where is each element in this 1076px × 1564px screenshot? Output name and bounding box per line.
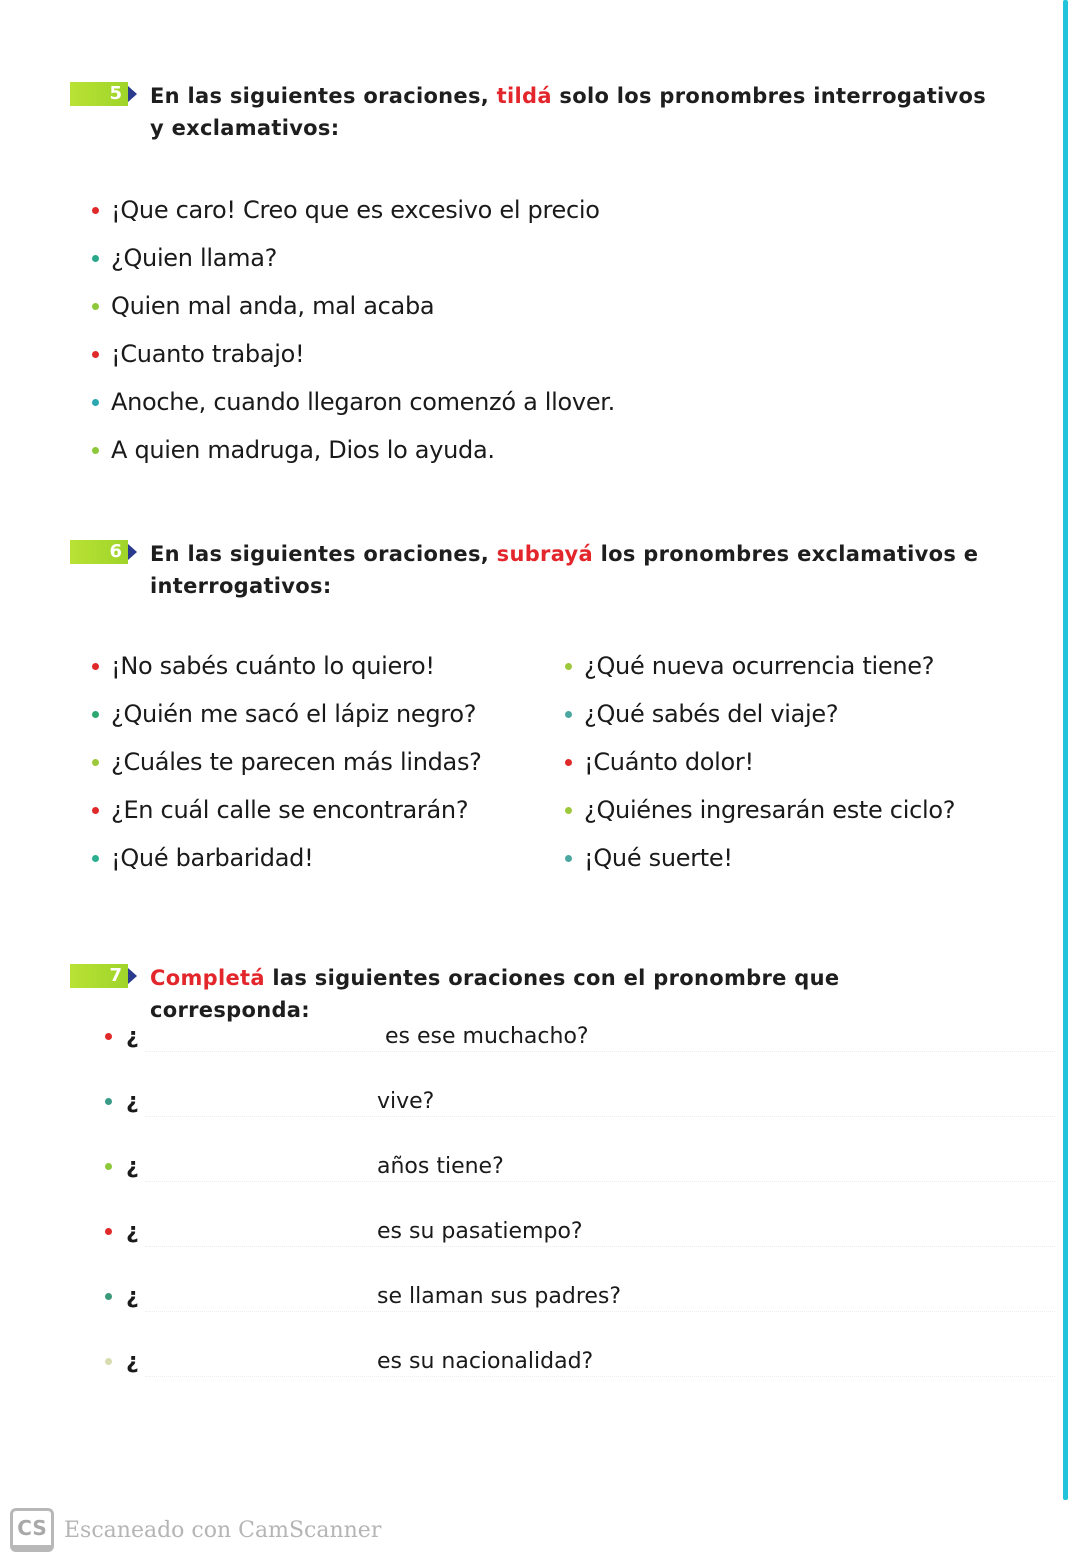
sentence-text: ¿En cuál calle se encontrarán? bbox=[111, 796, 469, 824]
exercise-instruction bbox=[150, 538, 1000, 602]
sentence-text: Anoche, cuando llegaron comenzó a llover. bbox=[111, 388, 615, 416]
list-item bbox=[92, 426, 615, 474]
sentence-text: ¡Cuánto dolor! bbox=[584, 748, 754, 776]
bullet-icon bbox=[105, 1033, 112, 1040]
bullet-icon bbox=[92, 759, 99, 766]
list-item bbox=[92, 690, 482, 738]
question-mark-prefix: ¿ bbox=[126, 1023, 139, 1049]
sentence-text: ¿Cuáles te parecen más lindas? bbox=[111, 748, 482, 776]
watermark-text: Escaneado con CamScanner bbox=[64, 1517, 382, 1543]
list-item bbox=[565, 642, 955, 690]
list-item bbox=[565, 690, 955, 738]
exercise-number: 5 bbox=[109, 83, 122, 104]
bullet-icon bbox=[105, 1358, 112, 1365]
camscanner-logo-icon: CS bbox=[10, 1508, 54, 1552]
sentence-text: se llaman sus padres? bbox=[377, 1283, 622, 1309]
sentence-text: es su nacionalidad? bbox=[377, 1348, 594, 1374]
bullet-icon bbox=[565, 663, 572, 670]
sentence-text: ¡No sabés cuánto lo quiero! bbox=[111, 652, 435, 680]
sentence-text: ¿Qué sabés del viaje? bbox=[584, 700, 839, 728]
list-item bbox=[92, 738, 482, 786]
arrow-icon bbox=[128, 86, 137, 102]
instruction-text: solo los pronombres interrogativos y exclamativos: bbox=[150, 84, 987, 140]
bullet-icon bbox=[565, 807, 572, 814]
arrow-icon bbox=[128, 968, 137, 984]
bullet-icon bbox=[105, 1293, 112, 1300]
sentence-text: ¡Qué barbaridad! bbox=[111, 844, 314, 872]
sentence-text: ¡Cuanto trabajo! bbox=[111, 340, 305, 368]
bullet-icon bbox=[92, 855, 99, 862]
list-item bbox=[92, 186, 615, 234]
list-item bbox=[92, 282, 615, 330]
fill-in-item bbox=[105, 1081, 1055, 1121]
bullet-icon bbox=[105, 1228, 112, 1235]
instruction-keyword: tildá bbox=[496, 84, 552, 108]
bullet-icon bbox=[92, 303, 99, 310]
bullet-icon bbox=[92, 351, 99, 358]
question-mark-prefix: ¿ bbox=[126, 1088, 139, 1114]
list-item bbox=[92, 834, 482, 882]
fill-in-item bbox=[105, 1146, 1055, 1186]
sentence-text: ¿Quién me sacó el lápiz negro? bbox=[111, 700, 477, 728]
arrow-icon bbox=[128, 544, 137, 560]
question-mark-prefix: ¿ bbox=[126, 1348, 139, 1374]
answer-blank[interactable] bbox=[145, 1376, 1055, 1377]
instruction-text: En las siguientes oraciones, bbox=[150, 84, 497, 108]
instruction-keyword: subrayá bbox=[496, 542, 593, 566]
bullet-icon bbox=[92, 447, 99, 454]
bullet-icon bbox=[105, 1098, 112, 1105]
question-mark-prefix: ¿ bbox=[126, 1283, 139, 1309]
answer-blank[interactable] bbox=[145, 1051, 1055, 1052]
fill-in-item bbox=[105, 1276, 1055, 1316]
fill-in-item bbox=[105, 1341, 1055, 1381]
question-mark-prefix: ¿ bbox=[126, 1218, 139, 1244]
sentence-text: años tiene? bbox=[377, 1153, 504, 1179]
sentence-text: ¡Qué suerte! bbox=[584, 844, 733, 872]
sentence-text: vive? bbox=[377, 1088, 435, 1114]
question-mark-prefix: ¿ bbox=[126, 1153, 139, 1179]
list-item bbox=[92, 234, 615, 282]
sentence-text: es ese muchacho? bbox=[385, 1023, 589, 1049]
list-item bbox=[92, 378, 615, 426]
sentence-text: es su pasatiempo? bbox=[377, 1218, 583, 1244]
exercise-6-right-list bbox=[565, 642, 955, 882]
fill-in-item bbox=[105, 1211, 1055, 1251]
bullet-icon bbox=[105, 1163, 112, 1170]
answer-blank[interactable] bbox=[145, 1181, 1055, 1182]
list-item bbox=[565, 738, 955, 786]
list-item bbox=[565, 786, 955, 834]
bullet-icon bbox=[565, 855, 572, 862]
sentence-text: ¿Qué nueva ocurrencia tiene? bbox=[584, 652, 935, 680]
exercise-number: 7 bbox=[109, 965, 122, 986]
list-item bbox=[92, 330, 615, 378]
bullet-icon bbox=[92, 663, 99, 670]
fill-in-item bbox=[105, 1016, 1055, 1056]
bullet-icon bbox=[92, 711, 99, 718]
sentence-text: ¿Quien llama? bbox=[111, 244, 278, 272]
sentence-text: ¿Quiénes ingresarán este ciclo? bbox=[584, 796, 956, 824]
instruction-keyword: Completá bbox=[150, 966, 265, 990]
exercise-6-header bbox=[70, 538, 1000, 602]
bullet-icon bbox=[565, 711, 572, 718]
exercise-number-badge bbox=[70, 540, 128, 564]
exercise-5-list bbox=[92, 186, 615, 474]
exercise-instruction bbox=[150, 80, 1000, 144]
camscanner-watermark bbox=[10, 1508, 381, 1552]
bullet-icon bbox=[92, 207, 99, 214]
list-item bbox=[92, 642, 482, 690]
sentence-text: Quien mal anda, mal acaba bbox=[111, 292, 435, 320]
sentence-text: A quien madruga, Dios lo ayuda. bbox=[111, 436, 495, 464]
bullet-icon bbox=[565, 759, 572, 766]
list-item bbox=[92, 786, 482, 834]
exercise-number-badge bbox=[70, 964, 128, 988]
answer-blank[interactable] bbox=[145, 1116, 1055, 1117]
list-item bbox=[565, 834, 955, 882]
instruction-text: las siguientes oraciones con el pronombre que corresponda: bbox=[150, 966, 840, 1022]
exercise-6-left-list bbox=[92, 642, 482, 882]
bullet-icon bbox=[92, 255, 99, 262]
exercise-number: 6 bbox=[109, 541, 122, 562]
sentence-text: ¡Que caro! Creo que es excesivo el precio bbox=[111, 196, 600, 224]
instruction-text: los pronombres exclamativos e interrogativos: bbox=[150, 542, 979, 598]
instruction-text: En las siguientes oraciones, bbox=[150, 542, 497, 566]
page-edge-rule bbox=[1063, 0, 1068, 1500]
exercise-5-header bbox=[70, 80, 1000, 144]
bullet-icon bbox=[92, 807, 99, 814]
exercise-number-badge bbox=[70, 82, 128, 106]
answer-blank[interactable] bbox=[145, 1246, 1055, 1247]
answer-blank[interactable] bbox=[145, 1311, 1055, 1312]
bullet-icon bbox=[92, 399, 99, 406]
